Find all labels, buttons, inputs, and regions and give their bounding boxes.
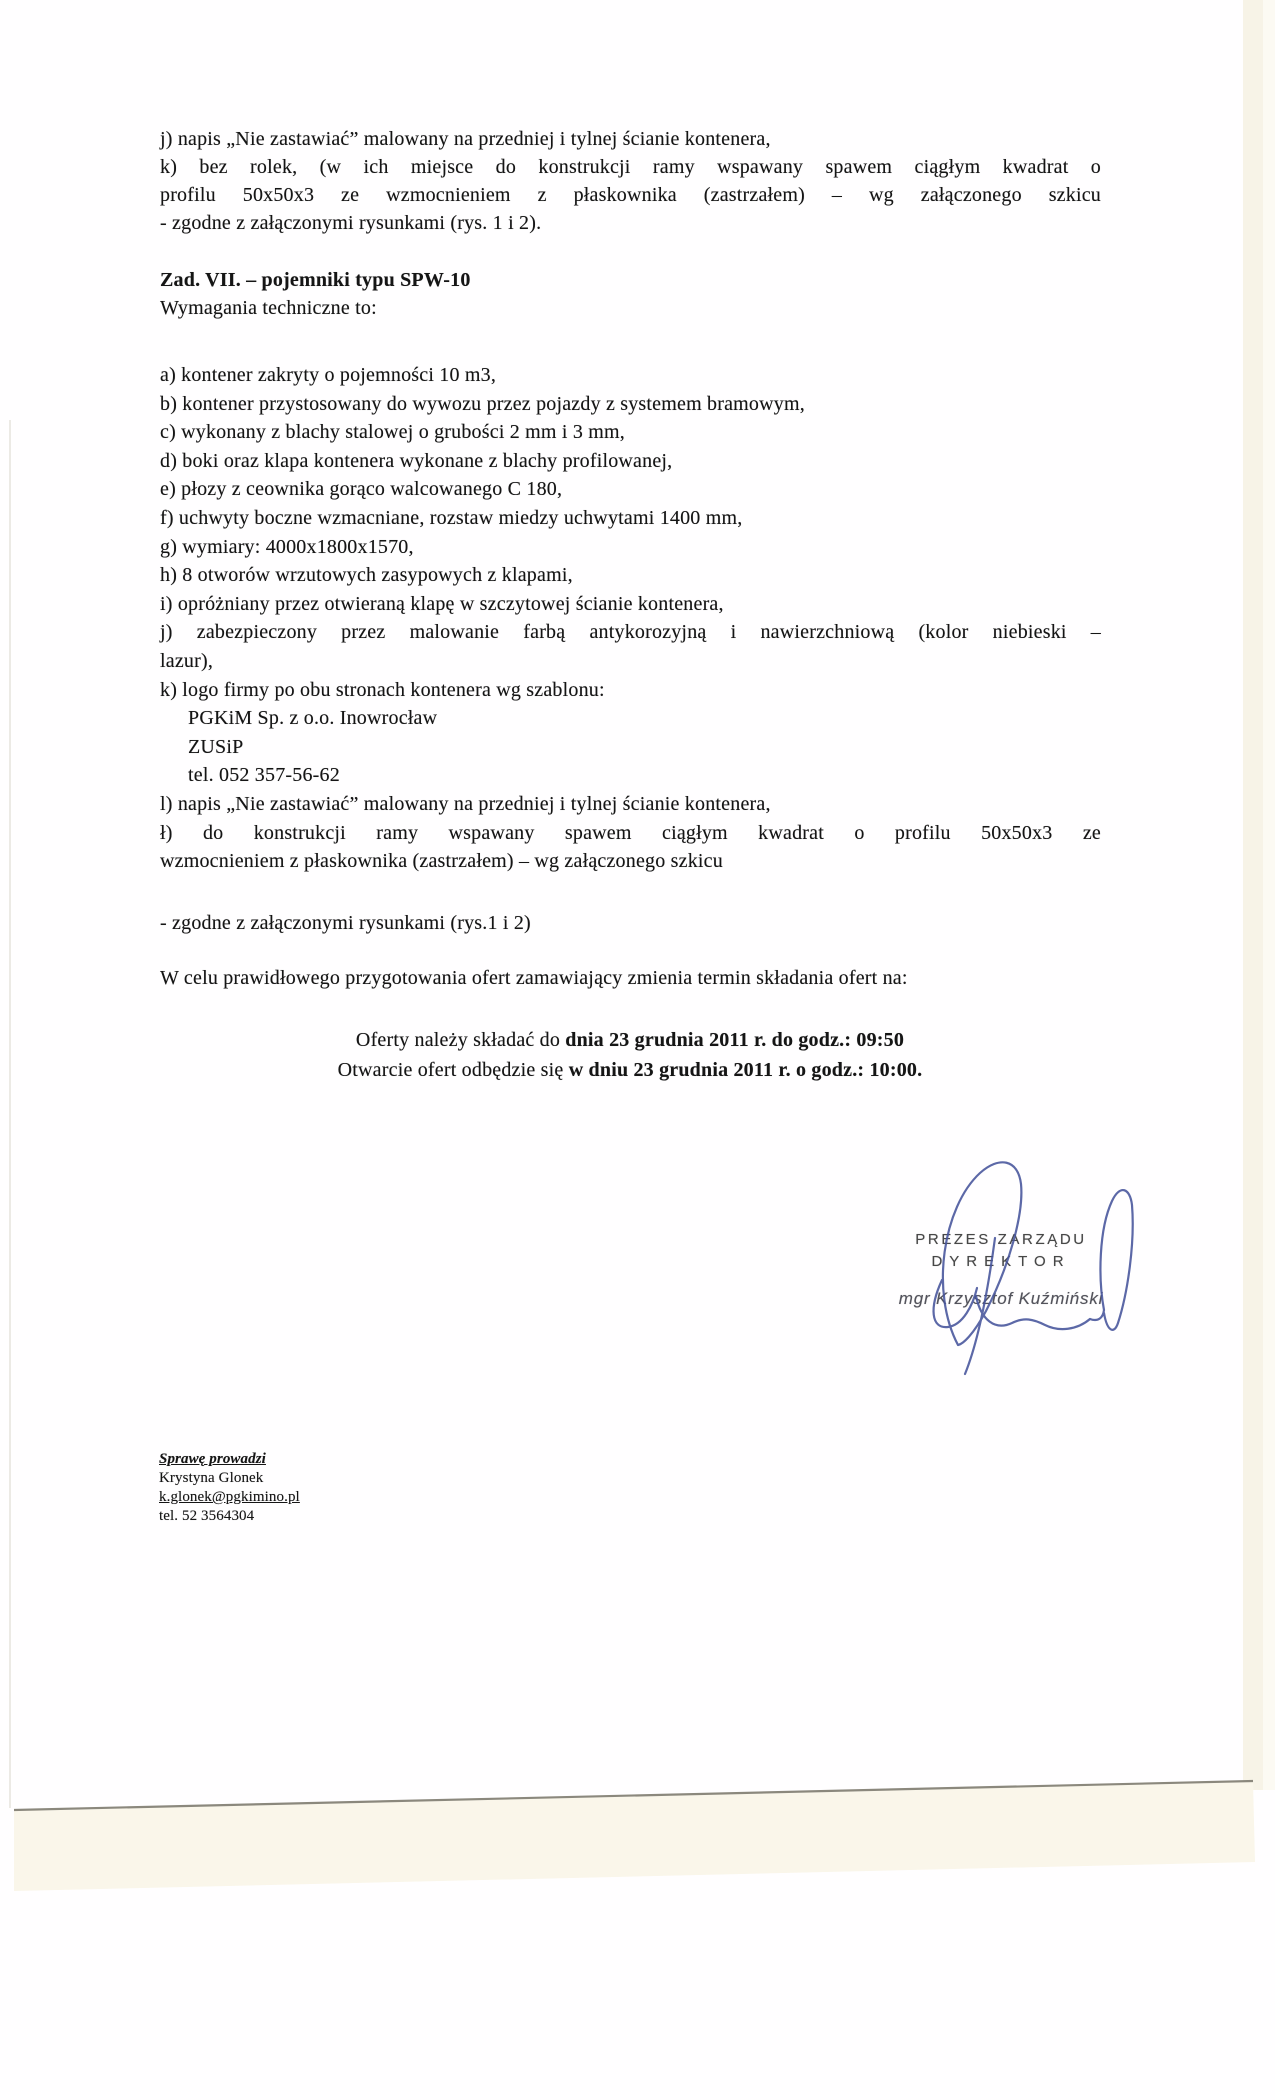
signer-name: mgr Krzysztof Kuźmiński <box>898 1289 1104 1308</box>
scan-page-bottom-edge <box>0 1770 1275 1910</box>
signer-role-president: PREZES ZARZĄDU <box>915 1231 1087 1248</box>
scan-edge-band-right-light <box>1263 0 1275 1790</box>
opening-deadline-value: w dniu 23 grudnia 2011 r. o godz.: 10:00. <box>568 1059 923 1081</box>
spec-line: a) kontener zakryty o pojemności 10 m3, <box>160 364 497 386</box>
spec-line: l) napis „Nie zastawiać” malowany na przedniej i tylnej ścianie kontenera, <box>160 792 771 815</box>
spec-line: e) płozy z ceownika gorąco walcowanego C 180, <box>160 478 563 501</box>
footer-contact-email: k.glonek@pgkimino.pl <box>159 1489 300 1505</box>
drawings-note-text: - zgodne z załączonymi rysunkami (rys.1 i 2) <box>160 912 531 934</box>
intro-line: j) napis „Nie zastawiać” malowany na przedniej i tylnej ścianie kontenera, <box>160 128 771 150</box>
spec-line-logo-company: PGKiM Sp. z o.o. Inowrocław <box>188 707 438 730</box>
spec-line: ł) do konstrukcji ramy wspawany spawem ciągłym kwadrat o profilu 50x50x3 ze <box>160 821 1101 844</box>
spec-line: i) opróżniany przez otwieraną klapę w szczytowej ścianie kontenera, <box>160 592 724 615</box>
submit-deadline-line <box>120 1025 1140 1055</box>
opening-deadline-line <box>120 1055 1140 1085</box>
spec-line: b) kontener przystosowany do wywozu przez pojazdy z systemem bramowym, <box>160 392 805 415</box>
spec-line: f) uchwyty boczne wzmacniane, rozstaw miedzy uchwytami 1400 mm, <box>160 506 743 529</box>
signature-stamp <box>870 1230 1132 1309</box>
change-notice <box>160 964 1101 992</box>
footer-contact-phone: tel. 52 3564304 <box>159 1508 255 1524</box>
section-heading: Zad. VII. – pojemniki typu SPW-10 <box>160 269 471 291</box>
spec-line: lazur), <box>160 649 214 672</box>
footer-heading: Sprawę prowadzi <box>159 1451 266 1467</box>
submit-deadline-prefix: Oferty należy składać do <box>355 1029 566 1051</box>
spec-line-logo-phone: tel. 052 357-56-62 <box>188 764 340 787</box>
section-header <box>160 266 1101 322</box>
intro-paragraph <box>160 125 1101 237</box>
drawings-note <box>160 909 1101 937</box>
spec-line: c) wykonany z blachy stalowej o grubości 2 mm i 3 mm, <box>160 421 625 444</box>
spec-line: j) zabezpieczony przez malowanie farbą antykorozyjną i nawierzchniową (kolor niebieski – <box>160 621 1101 644</box>
deadline-block <box>120 1025 1140 1085</box>
spec-line: d) boki oraz klapa kontenera wykonane z blachy profilowanej, <box>160 449 673 472</box>
intro-line: - zgodne z załączonymi rysunkami (rys. 1 i 2). <box>160 212 542 234</box>
spec-line: wzmocnieniem z płaskownika (zastrzałem) – wg załączonego szkicu <box>160 850 723 873</box>
scan-fold-line-left <box>9 420 11 1808</box>
intro-line: profilu 50x50x3 ze wzmocnieniem z płaskownika (zastrzałem) – wg załączonego szkicu <box>160 184 1101 206</box>
spec-line: g) wymiary: 4000x1800x1570, <box>160 535 414 558</box>
spec-list <box>160 361 1101 876</box>
spec-line: k) logo firmy po obu stronach kontenera wg szablonu: <box>160 678 605 701</box>
submit-deadline-value: dnia 23 grudnia 2011 r. do godz.: 09:50 <box>565 1029 905 1051</box>
change-notice-text: W celu prawidłowego przygotowania ofert zamawiający zmienia termin składania ofert na: <box>160 967 908 989</box>
intro-line: k) bez rolek, (w ich miejsce do konstrukcji ramy wspawany spawem ciągłym kwadrat o <box>160 156 1101 178</box>
spec-line: h) 8 otworów wrzutowych zasypowych z klapami, <box>160 564 573 587</box>
footer-contact <box>159 1450 300 1526</box>
spec-line-logo-unit: ZUSiP <box>188 735 244 758</box>
section-subheading: Wymagania techniczne to: <box>160 297 377 319</box>
signer-role-director: DYREKTOR <box>931 1253 1071 1270</box>
scan-edge-band-right <box>1243 0 1265 1790</box>
opening-deadline-prefix: Otwarcie ofert odbędzie się <box>337 1059 569 1081</box>
footer-contact-name: Krystyna Glonek <box>159 1470 264 1486</box>
